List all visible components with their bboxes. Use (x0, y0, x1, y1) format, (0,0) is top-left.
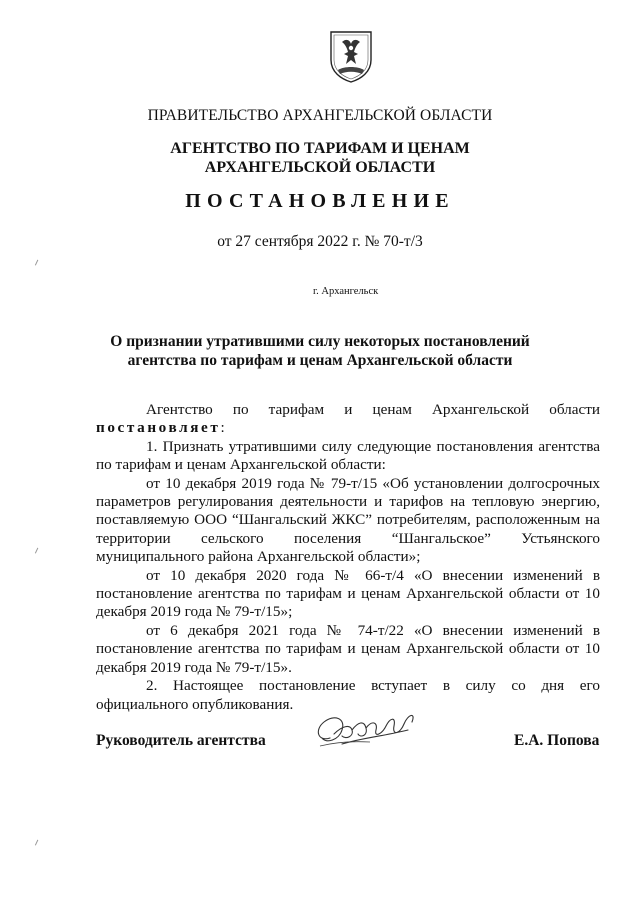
government-name: ПРАВИТЕЛЬСТВО АРХАНГЕЛЬСКОЙ ОБЛАСТИ (147, 107, 493, 124)
resolves-line (96, 419, 600, 437)
item-2-paragraph: 2. Настоящее постановление вступает в силу со дня его официального опубликования. (96, 677, 600, 713)
agency-name-line2: АРХАНГЕЛЬСКОЙ ОБЛАСТИ (204, 159, 436, 176)
signatory-position: Руководитель агентства (96, 732, 266, 749)
subject-line1: О признании утратившими силу некоторых постановлений (110, 333, 530, 350)
subject-line2: агентства по тарифам и ценам Архангельской области (127, 352, 513, 369)
sub-item-3-paragraph: от 6 декабря 2021 года № 74-т/22 «О внесении изменений в постановление агентства по тарифам и ценам Архангельской области от 10 декабря 2019 года № 79-т/15». (96, 621, 600, 676)
handwritten-signature (312, 708, 424, 758)
document-date-number: от 27 сентября 2022 г. № 70-т/3 (217, 233, 423, 250)
scan-margin-mark (35, 840, 40, 847)
agency-name-line1: АГЕНТСТВО ПО ТАРИФАМ И ЦЕНАМ (170, 140, 470, 157)
document-subject (0, 332, 640, 370)
document-city: г. Архангельск (313, 286, 379, 297)
scan-margin-mark (35, 260, 40, 267)
item-1-paragraph: 1. Признать утратившими силу следующие постановления агентства по тарифам и ценам Архангельской области: (96, 437, 600, 474)
resolves-colon: : (220, 419, 225, 437)
coat-of-arms-emblem (328, 30, 374, 84)
document-body (96, 401, 600, 714)
agency-name (0, 139, 640, 177)
resolves-word: постановляет (96, 419, 221, 437)
signatory-name: Е.А. Попова (514, 732, 600, 749)
scan-margin-mark (35, 548, 40, 555)
sub-item-1-paragraph: от 10 декабря 2019 года № 79-т/15 «Об установлении долгосрочных параметров регулирования деятельности и тарифов на тепловую энергию, поставляемую ООО “Шангальский ЖКС” потребителям, расположенным на территории сельского поселения “Шангальское” Устьянского муниципального района Архангельской области»; (96, 474, 600, 566)
document-type: ПОСТАНОВЛЕНИЕ (185, 190, 455, 212)
sub-item-2-paragraph: от 10 декабря 2020 года № 66-т/4 «О внесении изменений в постановление агентства по тарифам и ценам Архангельской области от 10 декабря 2019 года № 79-т/15»; (96, 566, 600, 621)
intro-paragraph: Агентство по тарифам и ценам Архангельской области (146, 401, 600, 418)
